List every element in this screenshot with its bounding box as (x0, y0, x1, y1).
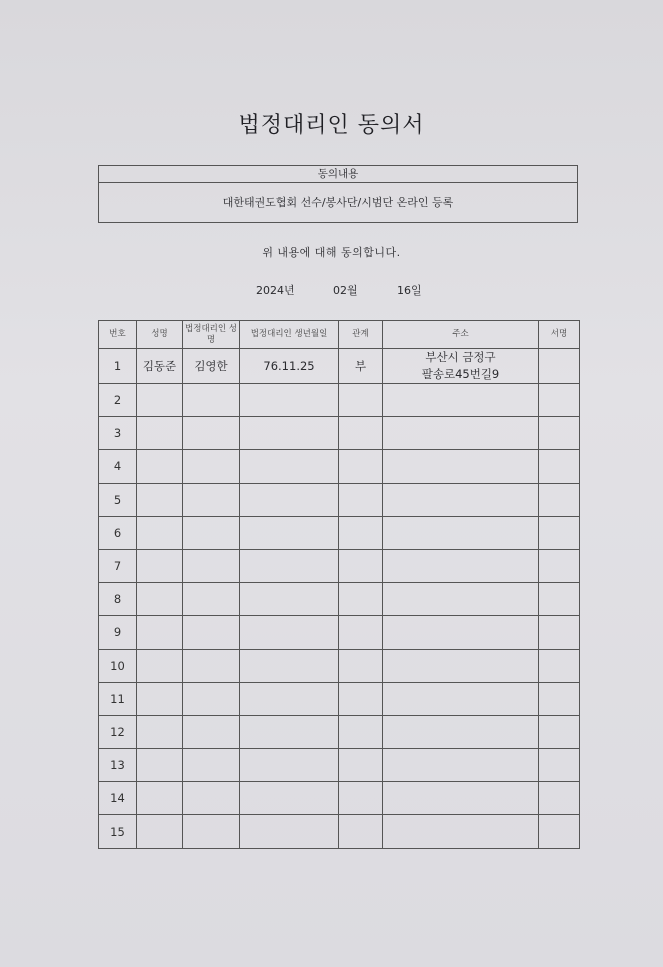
cell-relation (339, 649, 383, 682)
cell-guardian-name (183, 749, 240, 782)
cell-address (383, 715, 539, 748)
cell-guardian-name (183, 384, 240, 417)
cell-address (383, 549, 539, 582)
table-row (99, 616, 580, 649)
cell-address (383, 450, 539, 483)
cell-signature[interactable] (539, 450, 580, 483)
cell-guardian-name (183, 815, 240, 848)
header-name: 성명 (137, 321, 183, 349)
cell-guardian-birth (240, 749, 339, 782)
cell-number: 4 (99, 450, 137, 483)
cell-name (137, 749, 183, 782)
table-row (99, 815, 580, 848)
cell-name (137, 682, 183, 715)
table-row (99, 649, 580, 682)
cell-relation (339, 583, 383, 616)
cell-relation (339, 483, 383, 516)
cell-signature[interactable] (539, 384, 580, 417)
address-line-2: 팔송로45번길9 (421, 367, 500, 381)
header-guardian-birth: 법정대리인 생년월일 (240, 321, 339, 349)
table-row (99, 483, 580, 516)
cell-signature[interactable] (539, 583, 580, 616)
cell-signature[interactable] (539, 815, 580, 848)
cell-address (383, 649, 539, 682)
cell-guardian-name (183, 715, 240, 748)
table-row (99, 549, 580, 582)
cell-signature[interactable] (539, 782, 580, 815)
cell-number: 11 (99, 682, 137, 715)
document-title: 법정대리인 동의서 (238, 113, 425, 138)
cell-number: 2 (99, 384, 137, 417)
consent-content-box (98, 165, 578, 223)
cell-guardian-name (183, 516, 240, 549)
cell-guardian-name (183, 450, 240, 483)
cell-guardian-birth (240, 483, 339, 516)
cell-guardian-birth (240, 549, 339, 582)
cell-address (383, 682, 539, 715)
table-header-row (99, 321, 580, 349)
cell-relation (339, 682, 383, 715)
cell-relation (339, 616, 383, 649)
cell-number: 9 (99, 616, 137, 649)
cell-signature[interactable] (539, 749, 580, 782)
cell-guardian-name (183, 549, 240, 582)
cell-name (137, 616, 183, 649)
cell-name (137, 516, 183, 549)
agreement-statement: 위 내용에 대해 동의합니다. (262, 246, 401, 259)
cell-address (383, 384, 539, 417)
cell-guardian-name (183, 417, 240, 450)
cell-number: 13 (99, 749, 137, 782)
table-row (99, 349, 580, 384)
cell-guardian-birth (240, 417, 339, 450)
cell-guardian-birth (240, 782, 339, 815)
cell-number: 6 (99, 516, 137, 549)
table-row (99, 516, 580, 549)
cell-address (383, 483, 539, 516)
cell-relation (339, 549, 383, 582)
cell-relation (339, 417, 383, 450)
cell-guardian-birth: 76.11.25 (240, 349, 339, 384)
cell-guardian-birth (240, 682, 339, 715)
cell-address (383, 782, 539, 815)
cell-number: 7 (99, 549, 137, 582)
address-line-1: 부산시 금정구 (425, 350, 496, 364)
table-row (99, 715, 580, 748)
cell-address (383, 616, 539, 649)
cell-relation (339, 450, 383, 483)
cell-name (137, 417, 183, 450)
cell-guardian-name (183, 682, 240, 715)
date-month: 02월 (333, 284, 358, 297)
table-row (99, 450, 580, 483)
cell-name (137, 782, 183, 815)
cell-signature[interactable] (539, 549, 580, 582)
cell-number: 5 (99, 483, 137, 516)
cell-signature[interactable] (539, 516, 580, 549)
cell-signature[interactable] (539, 417, 580, 450)
guardian-roster-table (98, 320, 580, 849)
date-year: 2024년 (256, 284, 295, 297)
cell-relation (339, 749, 383, 782)
cell-guardian-name: 김영한 (183, 349, 240, 384)
cell-number: 12 (99, 715, 137, 748)
cell-signature[interactable] (539, 649, 580, 682)
cell-guardian-birth (240, 384, 339, 417)
cell-number: 8 (99, 583, 137, 616)
cell-guardian-birth (240, 815, 339, 848)
cell-guardian-name (183, 649, 240, 682)
cell-signature[interactable] (539, 349, 580, 384)
cell-guardian-birth (240, 516, 339, 549)
cell-guardian-birth (240, 616, 339, 649)
cell-name (137, 384, 183, 417)
cell-guardian-birth (240, 649, 339, 682)
table-row (99, 384, 580, 417)
cell-guardian-name (183, 483, 240, 516)
cell-number: 10 (99, 649, 137, 682)
header-relation: 관계 (339, 321, 383, 349)
table-row (99, 682, 580, 715)
cell-name (137, 549, 183, 582)
cell-name (137, 815, 183, 848)
cell-name (137, 583, 183, 616)
header-guardian-name: 법정대리인 성명 (183, 321, 240, 349)
cell-number: 1 (99, 349, 137, 384)
cell-name (137, 450, 183, 483)
cell-signature[interactable] (539, 616, 580, 649)
cell-address (383, 749, 539, 782)
cell-guardian-name (183, 616, 240, 649)
consent-content-header: 동의내용 (99, 166, 577, 183)
cell-signature[interactable] (539, 483, 580, 516)
cell-guardian-name (183, 782, 240, 815)
cell-address (383, 349, 539, 384)
cell-guardian-name (183, 583, 240, 616)
cell-relation (339, 715, 383, 748)
table-row (99, 583, 580, 616)
header-address: 주소 (383, 321, 539, 349)
cell-guardian-birth (240, 583, 339, 616)
table-row (99, 417, 580, 450)
cell-relation: 부 (339, 349, 383, 384)
cell-number: 14 (99, 782, 137, 815)
cell-signature[interactable] (539, 715, 580, 748)
cell-guardian-birth (240, 450, 339, 483)
table-row (99, 749, 580, 782)
cell-address (383, 417, 539, 450)
table-row (99, 782, 580, 815)
cell-signature[interactable] (539, 682, 580, 715)
cell-name: 김동준 (137, 349, 183, 384)
cell-address (383, 583, 539, 616)
cell-address (383, 815, 539, 848)
consent-content-body: 대한태권도협회 선수/봉사단/시범단 온라인 등록 (222, 196, 454, 209)
cell-relation (339, 516, 383, 549)
header-signature: 서명 (539, 321, 580, 349)
cell-relation (339, 815, 383, 848)
cell-address (383, 516, 539, 549)
cell-name (137, 649, 183, 682)
cell-relation (339, 782, 383, 815)
cell-relation (339, 384, 383, 417)
header-number: 번호 (99, 321, 137, 349)
cell-name (137, 483, 183, 516)
cell-name (137, 715, 183, 748)
date-day: 16일 (397, 284, 422, 297)
cell-number: 3 (99, 417, 137, 450)
cell-guardian-birth (240, 715, 339, 748)
cell-number: 15 (99, 815, 137, 848)
